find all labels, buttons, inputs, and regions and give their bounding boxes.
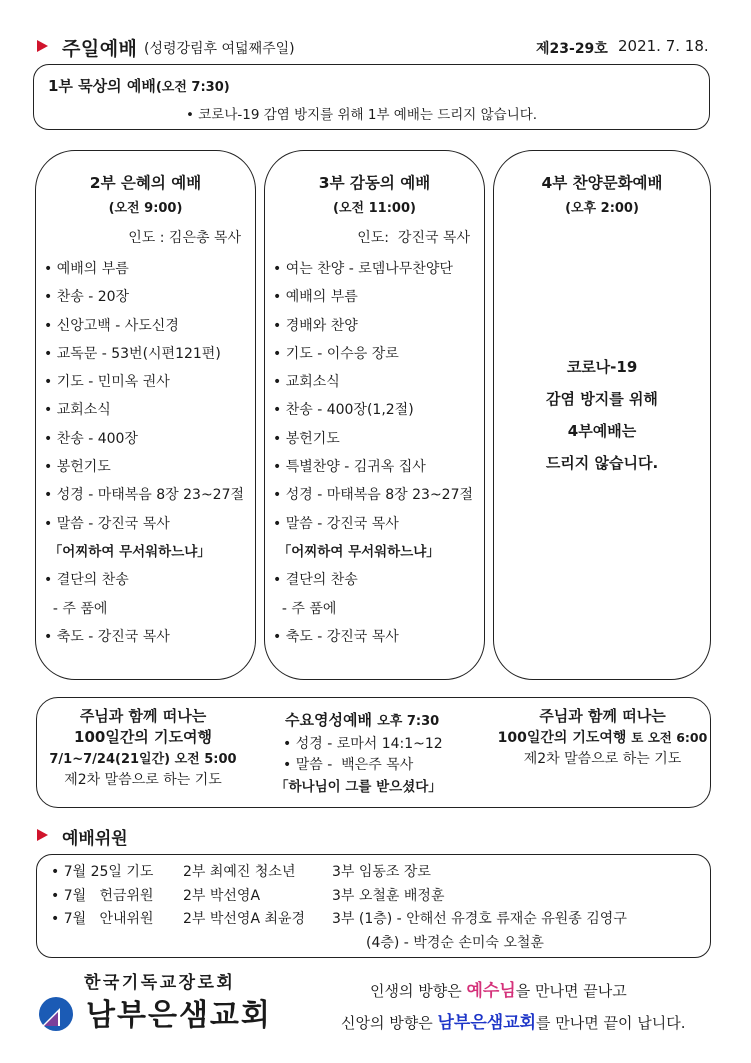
staff-service2: 2부 박선영A (183, 887, 261, 904)
service4-note-line: 드리지 않습니다. (545, 454, 659, 472)
service3-order-list (273, 259, 473, 655)
order-item: • 예배의 부름 (273, 289, 358, 306)
staff-service3: (4층) - 박경순 손미숙 오철훈 (366, 934, 544, 951)
service2-order-list (44, 259, 244, 655)
issue-number: 제23-29호 (536, 41, 608, 57)
prayer-trip-left (43, 706, 243, 790)
order-item: • 결단의 찬송 (273, 572, 358, 589)
slogan-text: 를 만나면 끝이 납니다. (536, 1014, 686, 1032)
prayer-trip-theme: 제2차 말씀으로 하는 기도 (523, 751, 682, 767)
order-item: - 주 품에 (44, 600, 108, 617)
order-item: • 성경 - 마태복음 8장 23~27절 (273, 487, 474, 504)
wednesday-service (275, 708, 495, 798)
staff-service3: 3부 임동조 장로 (332, 864, 431, 880)
slogan-text: 신앙의 방향은 (341, 1014, 438, 1032)
order-item: • 축도 - 강진국 목사 (44, 628, 170, 645)
order-item: • 교독문 - 53번(시편121편) (44, 345, 221, 362)
page-title: 주일예배 (62, 38, 138, 60)
wednesday-sermon-title: 「하나님이 그를 받으셨다」 (275, 779, 442, 795)
slogan-line-1 (370, 976, 627, 1001)
wednesday-item: • 말씀 - 백은주 목사 (283, 757, 414, 773)
order-item: • 교회소식 (44, 402, 111, 419)
staff-service2: 2부 최예진 청소년 (183, 864, 296, 880)
slogan-emphasis: 예수님 (466, 981, 516, 1001)
service1-time: (오전 7:30) (155, 80, 230, 95)
service2-leader: 인도 : 김은총 목사 (128, 230, 241, 246)
church-name: 남부은샘교회 (86, 998, 272, 1033)
order-item: • 성경 - 마태복음 8장 23~27절 (44, 487, 245, 504)
staff-role: • 7월 25일 기도 (51, 864, 154, 880)
issue-date: 2021. 7. 18. (618, 37, 709, 55)
prayer-trip-heading: 100일간의 기도여행 (74, 728, 212, 746)
order-item: • 신앙고백 - 사도신경 (44, 317, 179, 334)
order-item: • 찬송 - 400장(1,2절) (273, 402, 414, 419)
staff-service2: 2부 박선영A 최윤경 (183, 911, 306, 927)
prayer-trip-right (495, 706, 710, 769)
prayer-trip-schedule: 7/1~7/24(21일간) 오전 5:00 (49, 752, 237, 767)
slogan-text: 인생의 방향은 (370, 982, 467, 1000)
service3-leader: 인도: 강진국 목사 (357, 230, 470, 246)
service1-title (48, 75, 230, 96)
slogan-text: 을 만나면 끝나고 (515, 982, 627, 1000)
weekday-programs-box (36, 697, 711, 808)
service4-note-line: 감염 방지를 위해 (546, 390, 658, 408)
order-item: • 여는 찬양 - 로뎀나무찬양단 (273, 261, 453, 277)
prayer-trip-heading-text: 100일간의 기도여행 (497, 730, 627, 746)
order-item: • 교회소식 (273, 374, 340, 391)
section-marker-icon (37, 829, 48, 841)
service3-time: (오전 11:00) (333, 201, 416, 216)
order-item: • 특별찬양 - 김귀옥 집사 (273, 459, 426, 476)
prayer-trip-heading (495, 727, 710, 749)
wednesday-item: • 성경 - 로마서 14:1~12 (283, 736, 443, 752)
service2-box (35, 150, 256, 680)
service4-note-line: 코로나-19 (566, 358, 638, 376)
service4-time: (오후 2:00) (565, 201, 639, 216)
church-logo-icon (38, 996, 74, 1032)
order-item: • 봉헌기도 (44, 459, 111, 476)
order-item: • 기도 - 민미옥 권사 (44, 374, 170, 391)
order-item: • 봉헌기도 (273, 430, 340, 447)
wednesday-title-text: 수요영성예배 (285, 711, 372, 729)
staff-service3: 3부 (1층) - 안해선 유경호 류재순 유원종 김영구 (332, 911, 627, 927)
service3-box (264, 150, 485, 680)
section-marker-icon (37, 40, 48, 52)
order-item: • 결단의 찬송 (44, 572, 129, 589)
prayer-trip-time: 토 오전 6:00 (631, 730, 708, 745)
staff-box (36, 854, 711, 958)
order-item: • 축도 - 강진국 목사 (273, 628, 399, 645)
staff-service3: 3부 오철훈 배정훈 (332, 887, 445, 904)
wednesday-time: 오후 7:30 (377, 714, 440, 729)
service1-note: • 코로나-19 감염 방지를 위해 1부 예배는 드리지 않습니다. (186, 107, 538, 123)
sermon-title: 「어찌하여 무서워하느냐」 (44, 543, 211, 560)
service3-title: 3부 감동의 예배 (318, 174, 431, 192)
prayer-trip-theme: 제2차 말씀으로 하는 기도 (64, 772, 222, 788)
staff-role: • 7월 헌금위원 (51, 887, 154, 904)
order-item: • 경배와 찬양 (273, 317, 358, 334)
service4-title: 4부 찬양문화예배 (541, 174, 663, 192)
service1-box (33, 64, 710, 130)
slogan-line-2 (341, 1008, 686, 1033)
service2-title: 2부 은혜의 예배 (89, 174, 202, 192)
service4-box (493, 150, 711, 680)
page-subtitle: (성령강림후 여덟째주일) (144, 41, 295, 57)
wednesday-title (275, 708, 495, 734)
staff-role: • 7월 안내위원 (51, 911, 154, 927)
service4-note (494, 351, 710, 479)
order-item: • 말씀 - 강진국 목사 (44, 515, 170, 532)
order-item: • 찬송 - 20장 (44, 289, 130, 306)
denomination-label: 한국기독교장로회 (84, 973, 236, 993)
order-item: • 말씀 - 강진국 목사 (273, 515, 399, 532)
order-item: • 기도 - 이수응 장로 (273, 345, 399, 362)
staff-section-title: 예배위원 (62, 829, 128, 849)
service2-time: (오전 9:00) (108, 201, 183, 216)
service1-title-text: 1부 묵상의 예배 (48, 77, 156, 95)
order-item: • 찬송 - 400장 (44, 430, 138, 447)
slogan-emphasis: 남부은샘교회 (437, 1013, 537, 1033)
sermon-title: 「어찌하여 무서워하느냐」 (273, 543, 440, 560)
prayer-trip-heading: 주님과 함께 떠나는 (79, 707, 207, 725)
service4-note-line: 4부예배는 (567, 422, 637, 440)
order-item: - 주 품에 (273, 600, 337, 617)
prayer-trip-heading: 주님과 함께 떠나는 (539, 707, 666, 725)
order-item: • 예배의 부름 (44, 261, 129, 277)
